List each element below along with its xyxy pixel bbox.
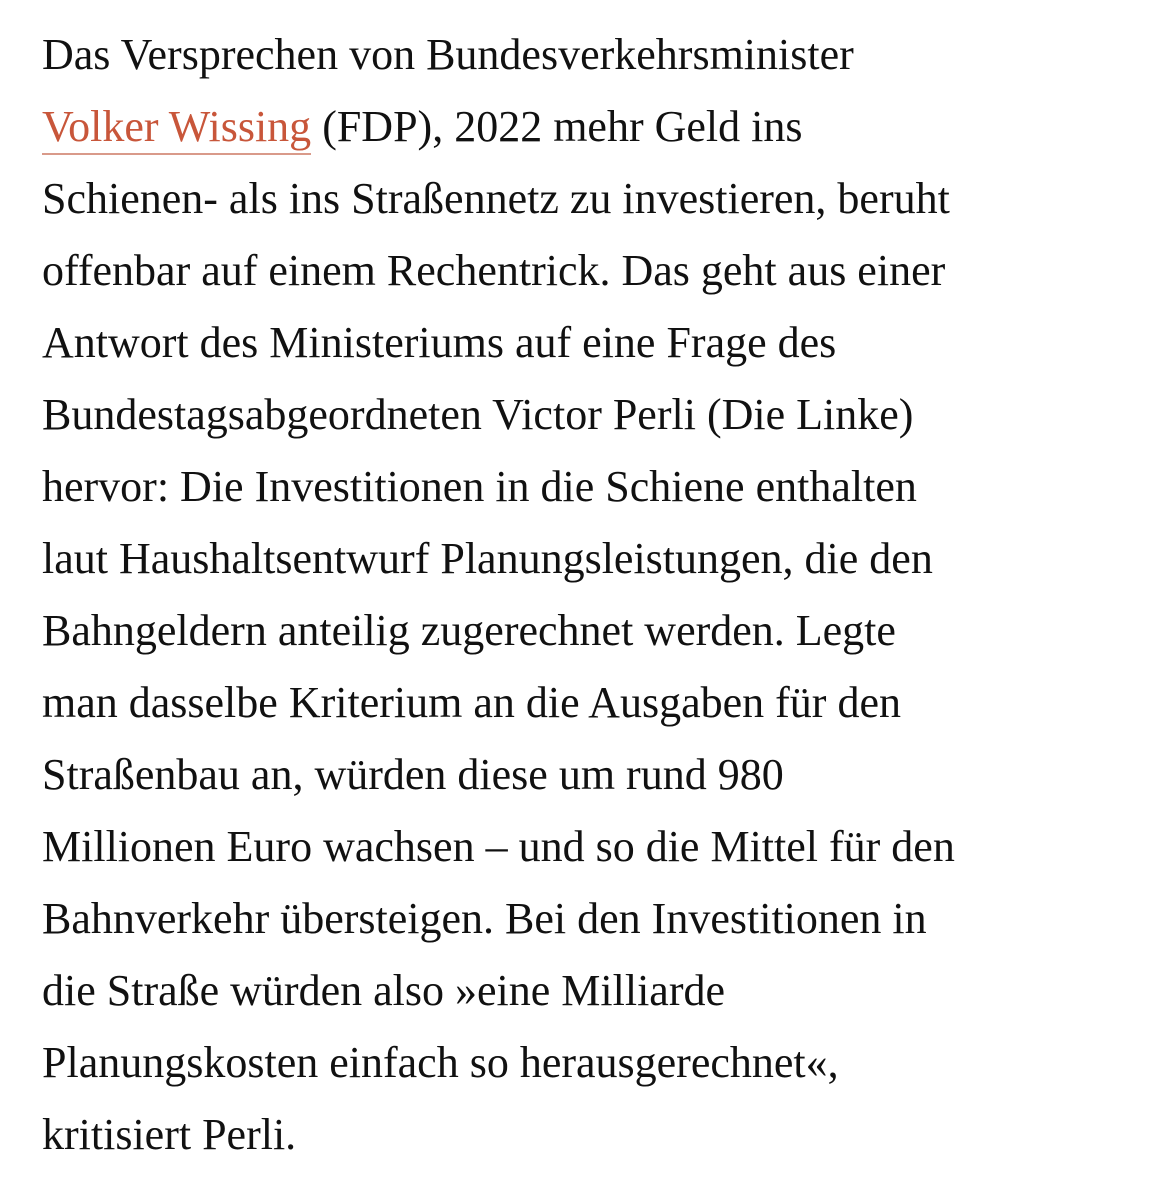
text-line: Das Versprechen von Bundesverkehrsminister — [42, 30, 854, 79]
text-line — [42, 91, 1142, 163]
text-line: laut Haushaltsentwurf Planungsleistungen, die den — [42, 534, 933, 583]
text-line: die Straße würden also »eine Milliarde — [42, 966, 726, 1015]
text-segment: (FDP), 2022 mehr Geld ins — [322, 102, 803, 151]
person-link-volker-wissing[interactable]: Volker Wissing — [42, 102, 311, 155]
text-line: kritisiert Perli. — [42, 1110, 297, 1159]
text-line: Planungskosten einfach so herausgerechnet«, — [42, 1038, 839, 1087]
text-line: offenbar auf einem Rechentrick. Das geht aus einer — [42, 246, 946, 295]
text-line: Bundestagsabgeordneten Victor Perli (Die Linke) — [42, 390, 914, 439]
text-line: Schienen- als ins Straßennetz zu investieren, beruht — [42, 174, 950, 223]
text-line: man dasselbe Kriterium an die Ausgaben für den — [42, 678, 901, 727]
text-line: Bahnverkehr übersteigen. Bei den Investitionen in — [42, 894, 927, 943]
text-line: hervor: Die Investitionen in die Schiene enthalten — [42, 462, 917, 511]
text-line: Bahngeldern anteilig zugerechnet werden. Legte — [42, 606, 896, 655]
text-line: Straßenbau an, würden diese um rund 980 — [42, 750, 784, 799]
text-line: Antwort des Ministeriums auf eine Frage des — [42, 318, 837, 367]
text-line: Millionen Euro wachsen – und so die Mittel für den — [42, 822, 955, 871]
article-paragraph — [42, 19, 1142, 1171]
